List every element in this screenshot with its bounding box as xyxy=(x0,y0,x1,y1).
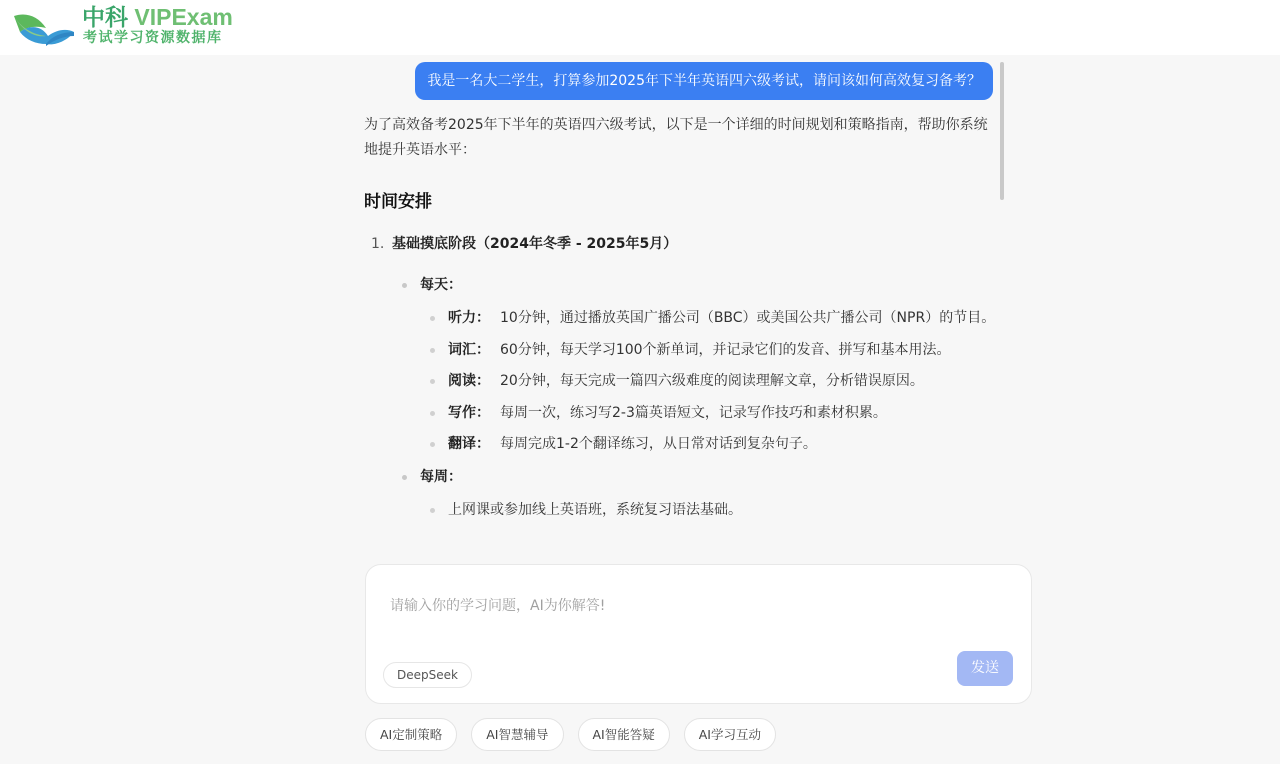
list-item: 听力： 10分钟，通过播放英国广播公司（BBC）或美国公共广播公司（NPR）的节目。 xyxy=(364,307,994,329)
model-selector-button[interactable]: DeepSeek xyxy=(383,662,472,688)
answer-heading: 时间安排 xyxy=(364,192,432,212)
quick-action-smart-tutoring[interactable]: AI智慧辅导 xyxy=(471,718,563,751)
question-composer xyxy=(365,564,1032,704)
chat-area[interactable] xyxy=(352,55,1006,555)
list-item: 上网课或参加线上英语班，系统复习语法基础。 xyxy=(364,499,994,521)
quick-action-bar xyxy=(365,718,776,751)
quick-action-qa[interactable]: AI智能答疑 xyxy=(578,718,670,751)
stage-item xyxy=(364,231,994,257)
list-item: 写作： 每周一次，练习写2-3篇英语短文，记录写作技巧和素材积累。 xyxy=(364,402,994,424)
chat-scrollbar[interactable] xyxy=(1000,62,1004,200)
stage-number: 1. xyxy=(371,236,385,252)
list-item: 词汇： 60分钟，每天学习100个新单词，并记录它们的发音、拼写和基本用法。 xyxy=(364,339,994,361)
logo-title: 中科 VIPExam xyxy=(82,4,233,30)
vipexam-logo[interactable] xyxy=(12,4,237,50)
list-item: 翻译： 每周完成1-2个翻译练习，从日常对话到复杂句子。 xyxy=(364,433,994,455)
user-message-bubble: 我是一名大二学生，打算参加2025年下半年英语四六级考试，请问该如何高效复习备考？ xyxy=(415,62,993,100)
book-logo-icon xyxy=(12,6,76,46)
logo-subtitle: 考试学习资源数据库 xyxy=(83,30,223,46)
quick-action-custom-strategy[interactable]: AI定制策略 xyxy=(365,718,457,751)
answer-intro: 为了高效备考2025年下半年的英语四六级考试，以下是一个详细的时间规划和策略指南，帮助你系统地提升英语水平： xyxy=(364,117,988,158)
send-button[interactable]: 发送 xyxy=(957,651,1013,686)
list-item: 阅读： 20分钟，每天完成一篇四六级难度的阅读理解文章，分析错误原因。 xyxy=(364,370,994,392)
stage-title: 基础摸底阶段（2024年冬季 - 2025年5月） xyxy=(392,236,678,252)
weekly-label: 每周： xyxy=(364,465,994,489)
daily-label: 每天： xyxy=(364,273,994,297)
ai-answer xyxy=(364,113,994,530)
top-header xyxy=(0,0,1280,55)
question-input[interactable]: 请输入你的学习问题，AI为你解答! xyxy=(390,598,606,614)
quick-action-interactive[interactable]: AI学习互动 xyxy=(684,718,776,751)
